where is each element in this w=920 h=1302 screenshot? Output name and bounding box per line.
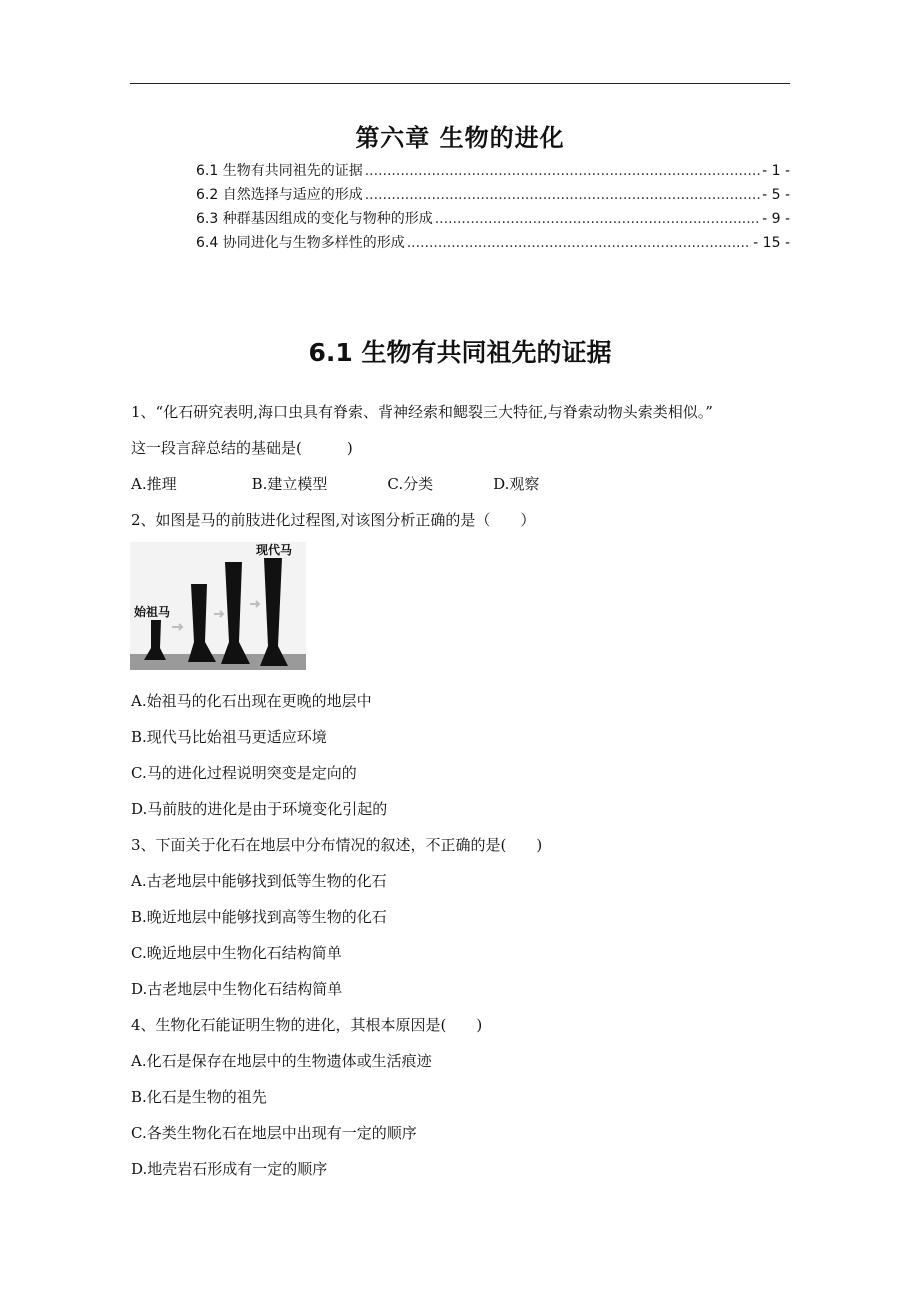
horse-forelimb-evolution-figure — [130, 542, 306, 670]
q1-stem-line2: 这一段言辞总结的基础是( ) — [131, 439, 353, 457]
label-eohippus: 始祖马 — [134, 605, 171, 619]
chapter-title: 第六章 生物的进化 — [355, 124, 565, 152]
toc-entry-page: - 9 - — [762, 211, 790, 227]
q3-option-a: A.古老地层中能够找到低等生物的化石 — [131, 872, 387, 890]
toc-entry-label: 6.3 种群基因组成的变化与物种的形成 — [196, 211, 433, 227]
label-modern-horse: 现代马 — [256, 543, 293, 557]
q3-option-c: C.晚近地层中生物化石结构简单 — [131, 944, 342, 962]
q1-stem-line1: 1、“化石研究表明,海口虫具有脊索、背神经索和鳃裂三大特征,与脊索动物头索类相似。” — [131, 403, 713, 421]
horse-forelimb-diagram — [130, 542, 306, 670]
toc-leader-dots — [365, 187, 760, 203]
toc-entry-label: 6.4 协同进化与生物多样性的形成 — [196, 235, 405, 251]
q3-stem: 3、下面关于化石在地层中分布情况的叙述，不正确的是( ) — [131, 836, 543, 854]
q3-option-d: D.古老地层中生物化石结构简单 — [131, 980, 343, 998]
toc-entry[interactable] — [196, 160, 790, 184]
q3-option-b: B.晚近地层中能够找到高等生物的化石 — [131, 908, 387, 926]
q4-stem: 4、生物化石能证明生物的进化，其根本原因是( ) — [131, 1016, 483, 1034]
q2-option-b: B.现代马比始祖马更适应环境 — [131, 728, 327, 746]
toc-entry-page: - 5 - — [762, 187, 790, 203]
q2-option-c: C.马的进化过程说明突变是定向的 — [131, 764, 357, 782]
q1-options: A.推理 B.建立模型 C.分类 D.观察 — [131, 475, 540, 493]
toc-entry-page: - 1 - — [762, 163, 790, 179]
q2-stem: 2、如图是马的前肢进化过程图,对该图分析正确的是（ ） — [131, 511, 536, 529]
q4-option-c: C.各类生物化石在地层中出现有一定的顺序 — [131, 1124, 417, 1142]
q2-option-d: D.马前肢的进化是由于环境变化引起的 — [131, 800, 388, 818]
q4-option-d: D.地壳岩石形成有一定的顺序 — [131, 1160, 328, 1178]
section-title: 6.1 生物有共同祖先的证据 — [308, 338, 612, 367]
table-of-contents — [196, 160, 790, 256]
toc-entry[interactable] — [196, 208, 790, 232]
toc-entry[interactable] — [196, 184, 790, 208]
toc-leader-dots — [435, 211, 760, 227]
toc-entry-label: 6.2 自然选择与适应的形成 — [196, 187, 363, 203]
toc-entry-label: 6.1 生物有共同祖先的证据 — [196, 163, 363, 179]
toc-leader-dots — [407, 235, 751, 251]
toc-leader-dots — [365, 163, 760, 179]
q2-option-a: A.始祖马的化石出现在更晚的地层中 — [131, 692, 372, 710]
toc-entry[interactable] — [196, 232, 790, 256]
toc-entry-page: - 15 - — [753, 235, 790, 251]
q4-option-b: B.化石是生物的祖先 — [131, 1088, 267, 1106]
header-rule — [130, 83, 790, 84]
q4-option-a: A.化石是保存在地层中的生物遗体或生活痕迹 — [131, 1052, 432, 1070]
